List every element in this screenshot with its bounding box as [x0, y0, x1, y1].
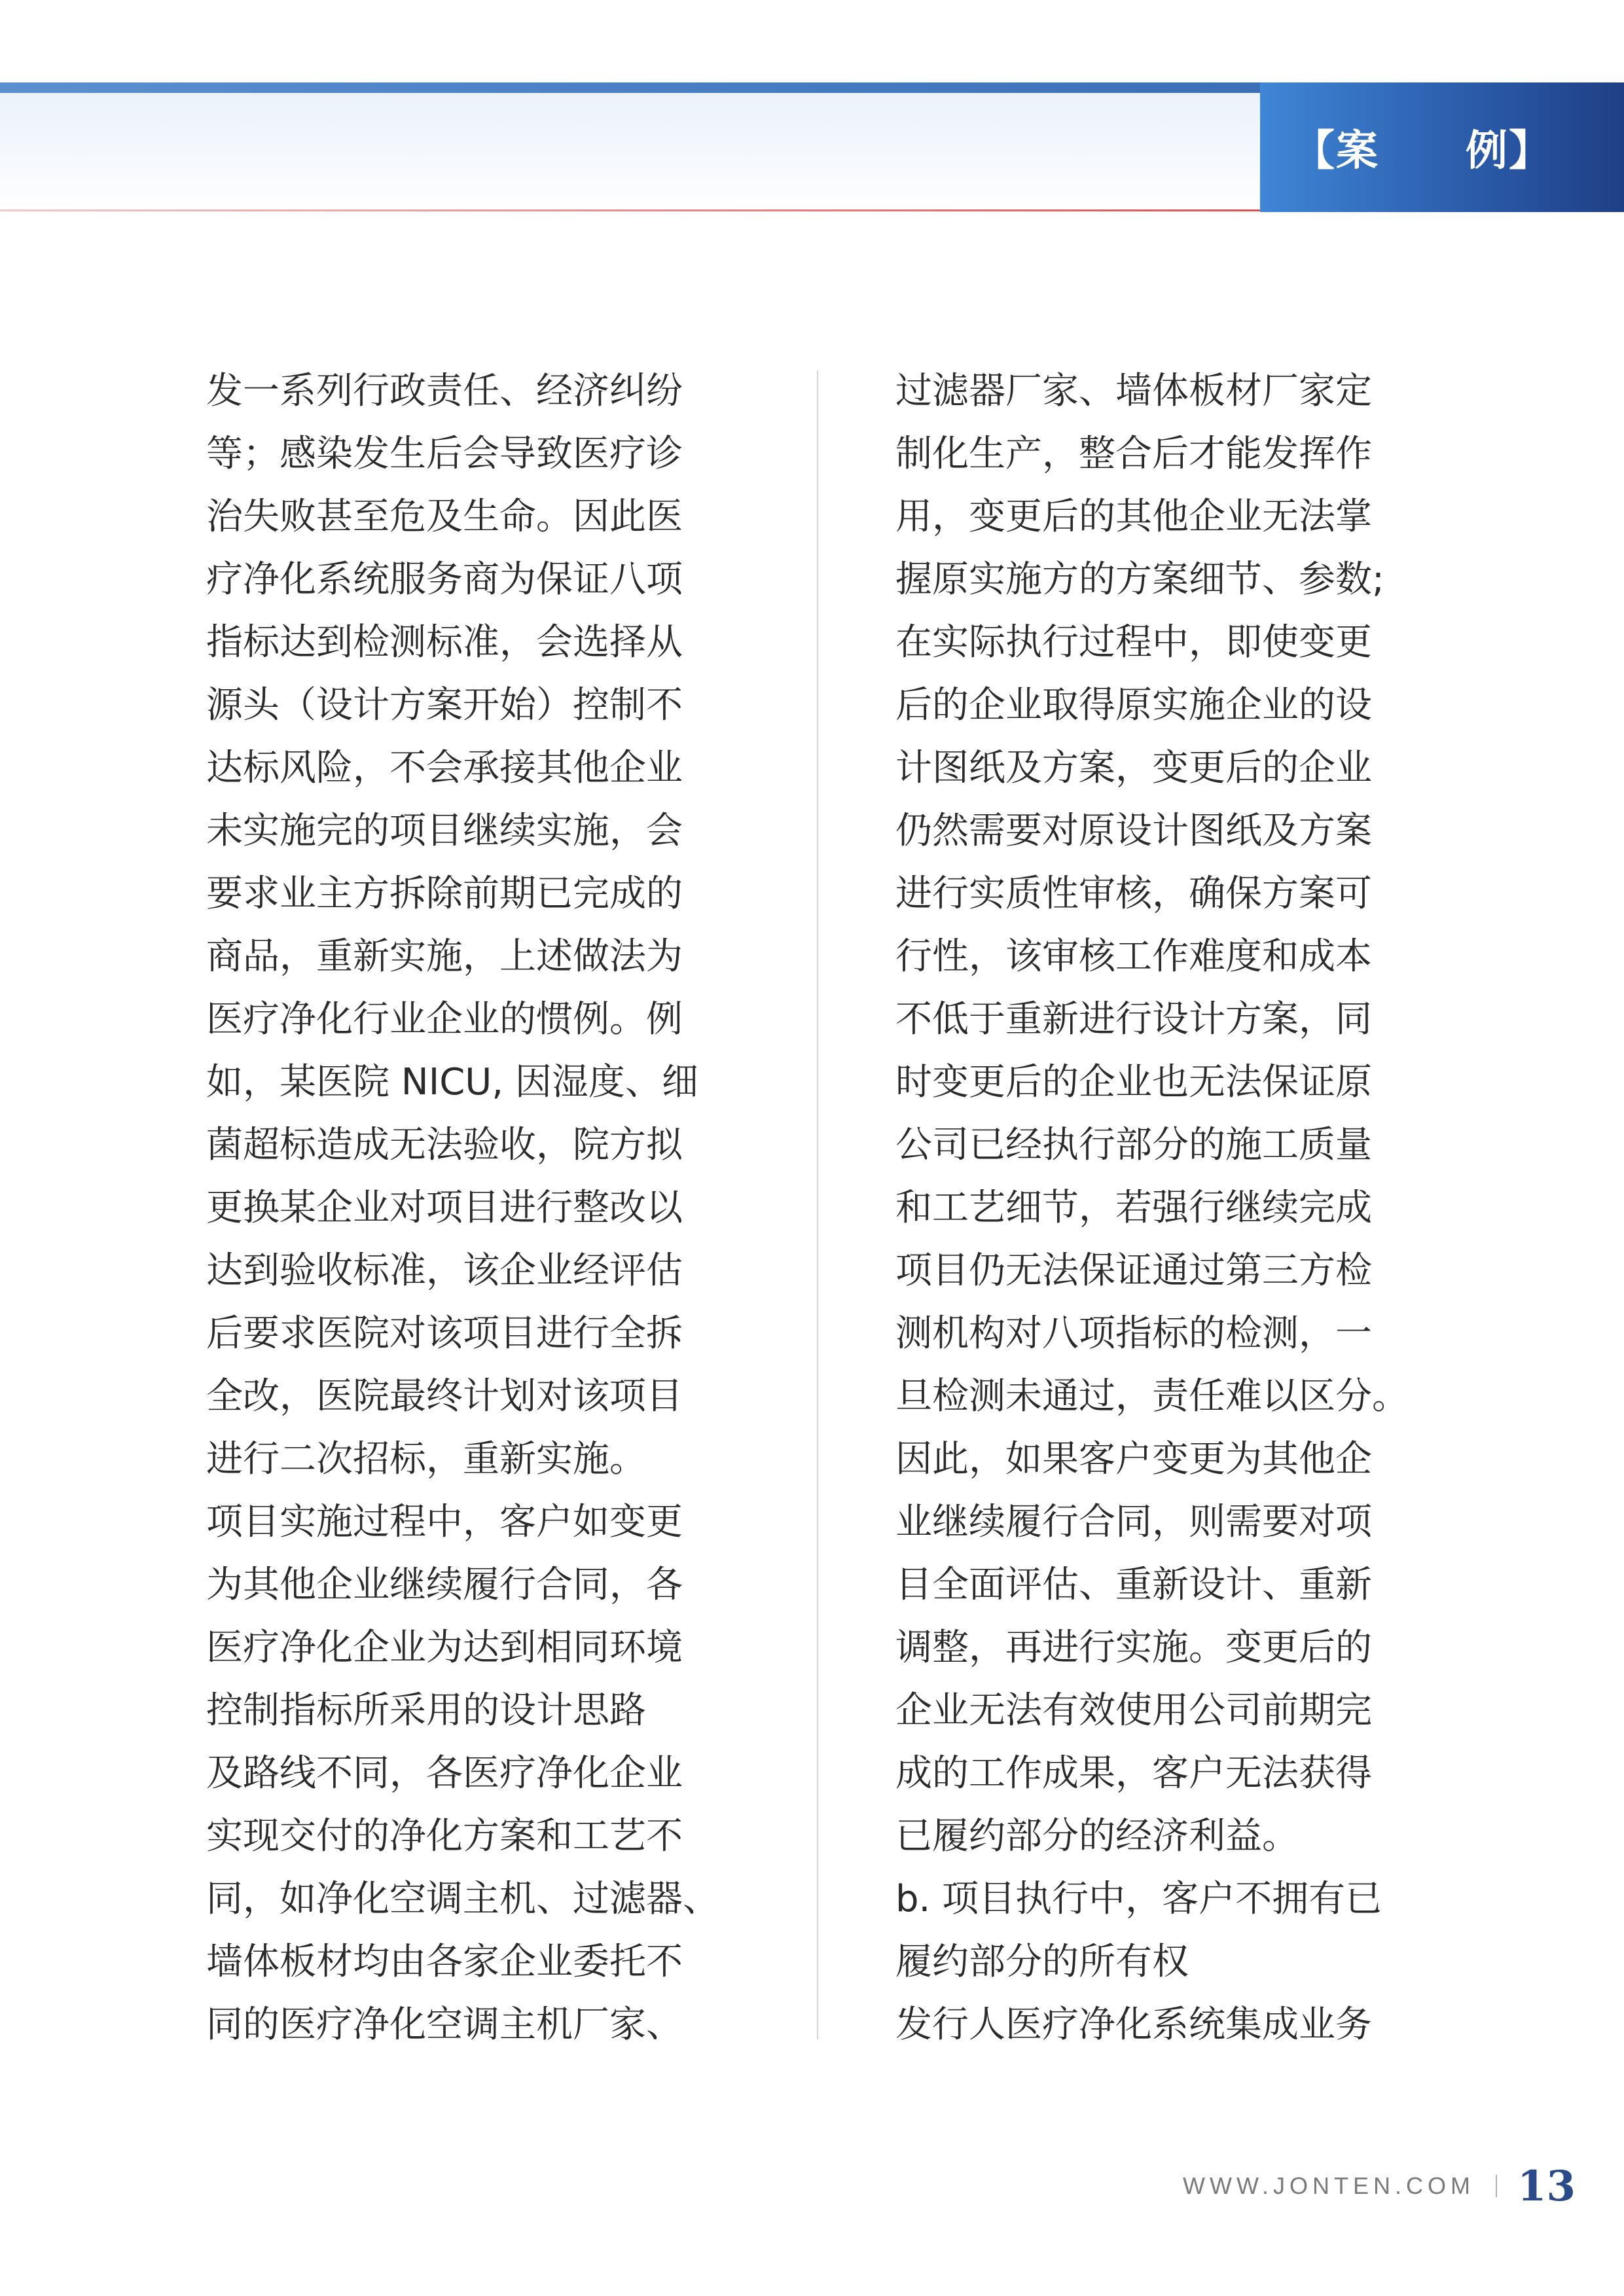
text-line: b. 项目执行中，客户不拥有已 — [895, 1878, 1382, 1920]
text-line: 时变更后的企业也无法保证原 — [895, 1061, 1372, 1103]
column-divider — [817, 370, 818, 2039]
text-line: 发行人医疗净化系统集成业务 — [895, 2003, 1372, 2046]
section-label: 【案 例】 — [1260, 82, 1624, 212]
text-line: 全改，医院最终计划对该项目 — [206, 1375, 683, 1418]
text-line: 测机构对八项指标的检测，一 — [895, 1312, 1372, 1355]
text-line: 在实际执行过程中，即使变更 — [895, 621, 1372, 664]
text-line: 治失败甚至危及生命。因此医 — [206, 495, 683, 538]
text-line: 源头（设计方案开始）控制不 — [206, 684, 683, 726]
text-line: 未实施完的项目继续实施，会 — [206, 810, 683, 852]
right-text-column — [895, 360, 1409, 2056]
text-line: 控制指标所采用的设计思路 — [206, 1689, 646, 1732]
text-line: 用，变更后的其他企业无法掌 — [895, 495, 1372, 538]
text-line: 达标风险，不会承接其他企业 — [206, 747, 683, 789]
text-line: 医疗净化行业企业的惯例。例 — [206, 998, 683, 1041]
text-line: 要求业主方拆除前期已完成的 — [206, 872, 683, 915]
text-line: 商品，重新实施，上述做法为 — [206, 935, 683, 978]
text-line: 墙体板材均由各家企业委托不 — [206, 1941, 683, 1983]
text-line: 实现交付的净化方案和工艺不 — [206, 1815, 683, 1857]
text-line: 为其他企业继续履行合同，各 — [206, 1564, 683, 1606]
text-line: 等；感染发生后会导致医疗诊 — [206, 433, 683, 475]
text-line: 制化生产，整合后才能发挥作 — [895, 433, 1372, 475]
header-band — [0, 82, 1260, 211]
text-line: 进行二次招标，重新实施。 — [206, 1438, 646, 1480]
text-line: 项目仍无法保证通过第三方检 — [895, 1249, 1372, 1292]
text-line: 计图纸及方案，变更后的企业 — [895, 747, 1372, 789]
text-line: 和工艺细节，若强行继续完成 — [895, 1187, 1372, 1229]
header-accent-line — [0, 82, 1260, 93]
text-line: 已履约部分的经济利益。 — [895, 1815, 1299, 1857]
text-line: 旦检测未通过，责任难以区分。 — [895, 1375, 1409, 1418]
text-line: 同的医疗净化空调主机厂家、 — [206, 2003, 683, 2046]
left-text-column — [206, 360, 717, 2056]
text-line: 业继续履行合同，则需要对项 — [895, 1501, 1372, 1543]
text-line: 项目实施过程中，客户如变更 — [206, 1501, 683, 1543]
text-line: 仍然需要对原设计图纸及方案 — [895, 810, 1372, 852]
text-line: 履约部分的所有权 — [895, 1941, 1189, 1983]
text-line: 调整，再进行实施。变更后的 — [895, 1626, 1372, 1669]
text-line: 达到验收标准，该企业经评估 — [206, 1249, 683, 1292]
text-line: 因此，如果客户变更为其他企 — [895, 1438, 1372, 1480]
text-line: 企业无法有效使用公司前期完 — [895, 1689, 1372, 1732]
text-line: 成的工作成果，客户无法获得 — [895, 1752, 1372, 1795]
text-line: 过滤器厂家、墙体板材厂家定 — [895, 370, 1372, 412]
text-line: 不低于重新进行设计方案，同 — [895, 998, 1372, 1041]
text-line: 医疗净化企业为达到相同环境 — [206, 1626, 683, 1669]
text-line: 发一系列行政责任、经济纠纷 — [206, 370, 683, 412]
text-line: 目全面评估、重新设计、重新 — [895, 1564, 1372, 1606]
text-line: 进行实质性审核，确保方案可 — [895, 872, 1372, 915]
text-line: 公司已经执行部分的施工质量 — [895, 1124, 1372, 1166]
text-line: 指标达到检测标准，会选择从 — [206, 621, 683, 664]
text-line: 菌超标造成无法验收，院方拟 — [206, 1124, 683, 1166]
text-line: 后的企业取得原实施企业的设 — [895, 684, 1372, 726]
text-line: 握原实施方的方案细节、参数; — [895, 558, 1384, 601]
footer-separator — [1496, 2175, 1497, 2197]
page-number: 13 — [1517, 2161, 1576, 2211]
text-line: 及路线不同，各医疗净化企业 — [206, 1752, 683, 1795]
footer-website: WWW.JONTEN.COM — [1183, 2172, 1475, 2199]
text-line: 更换某企业对项目进行整改以 — [206, 1187, 683, 1229]
text-line: 如，某医院 NICU, 因湿度、细 — [206, 1061, 698, 1103]
text-line: 后要求医院对该项目进行全拆 — [206, 1312, 683, 1355]
header-divider-line — [0, 209, 1260, 211]
text-line: 同，如净化空调主机、过滤器、 — [206, 1878, 719, 1920]
text-line: 疗净化系统服务商为保证八项 — [206, 558, 683, 601]
text-line: 行性，该审核工作难度和成本 — [895, 935, 1372, 978]
